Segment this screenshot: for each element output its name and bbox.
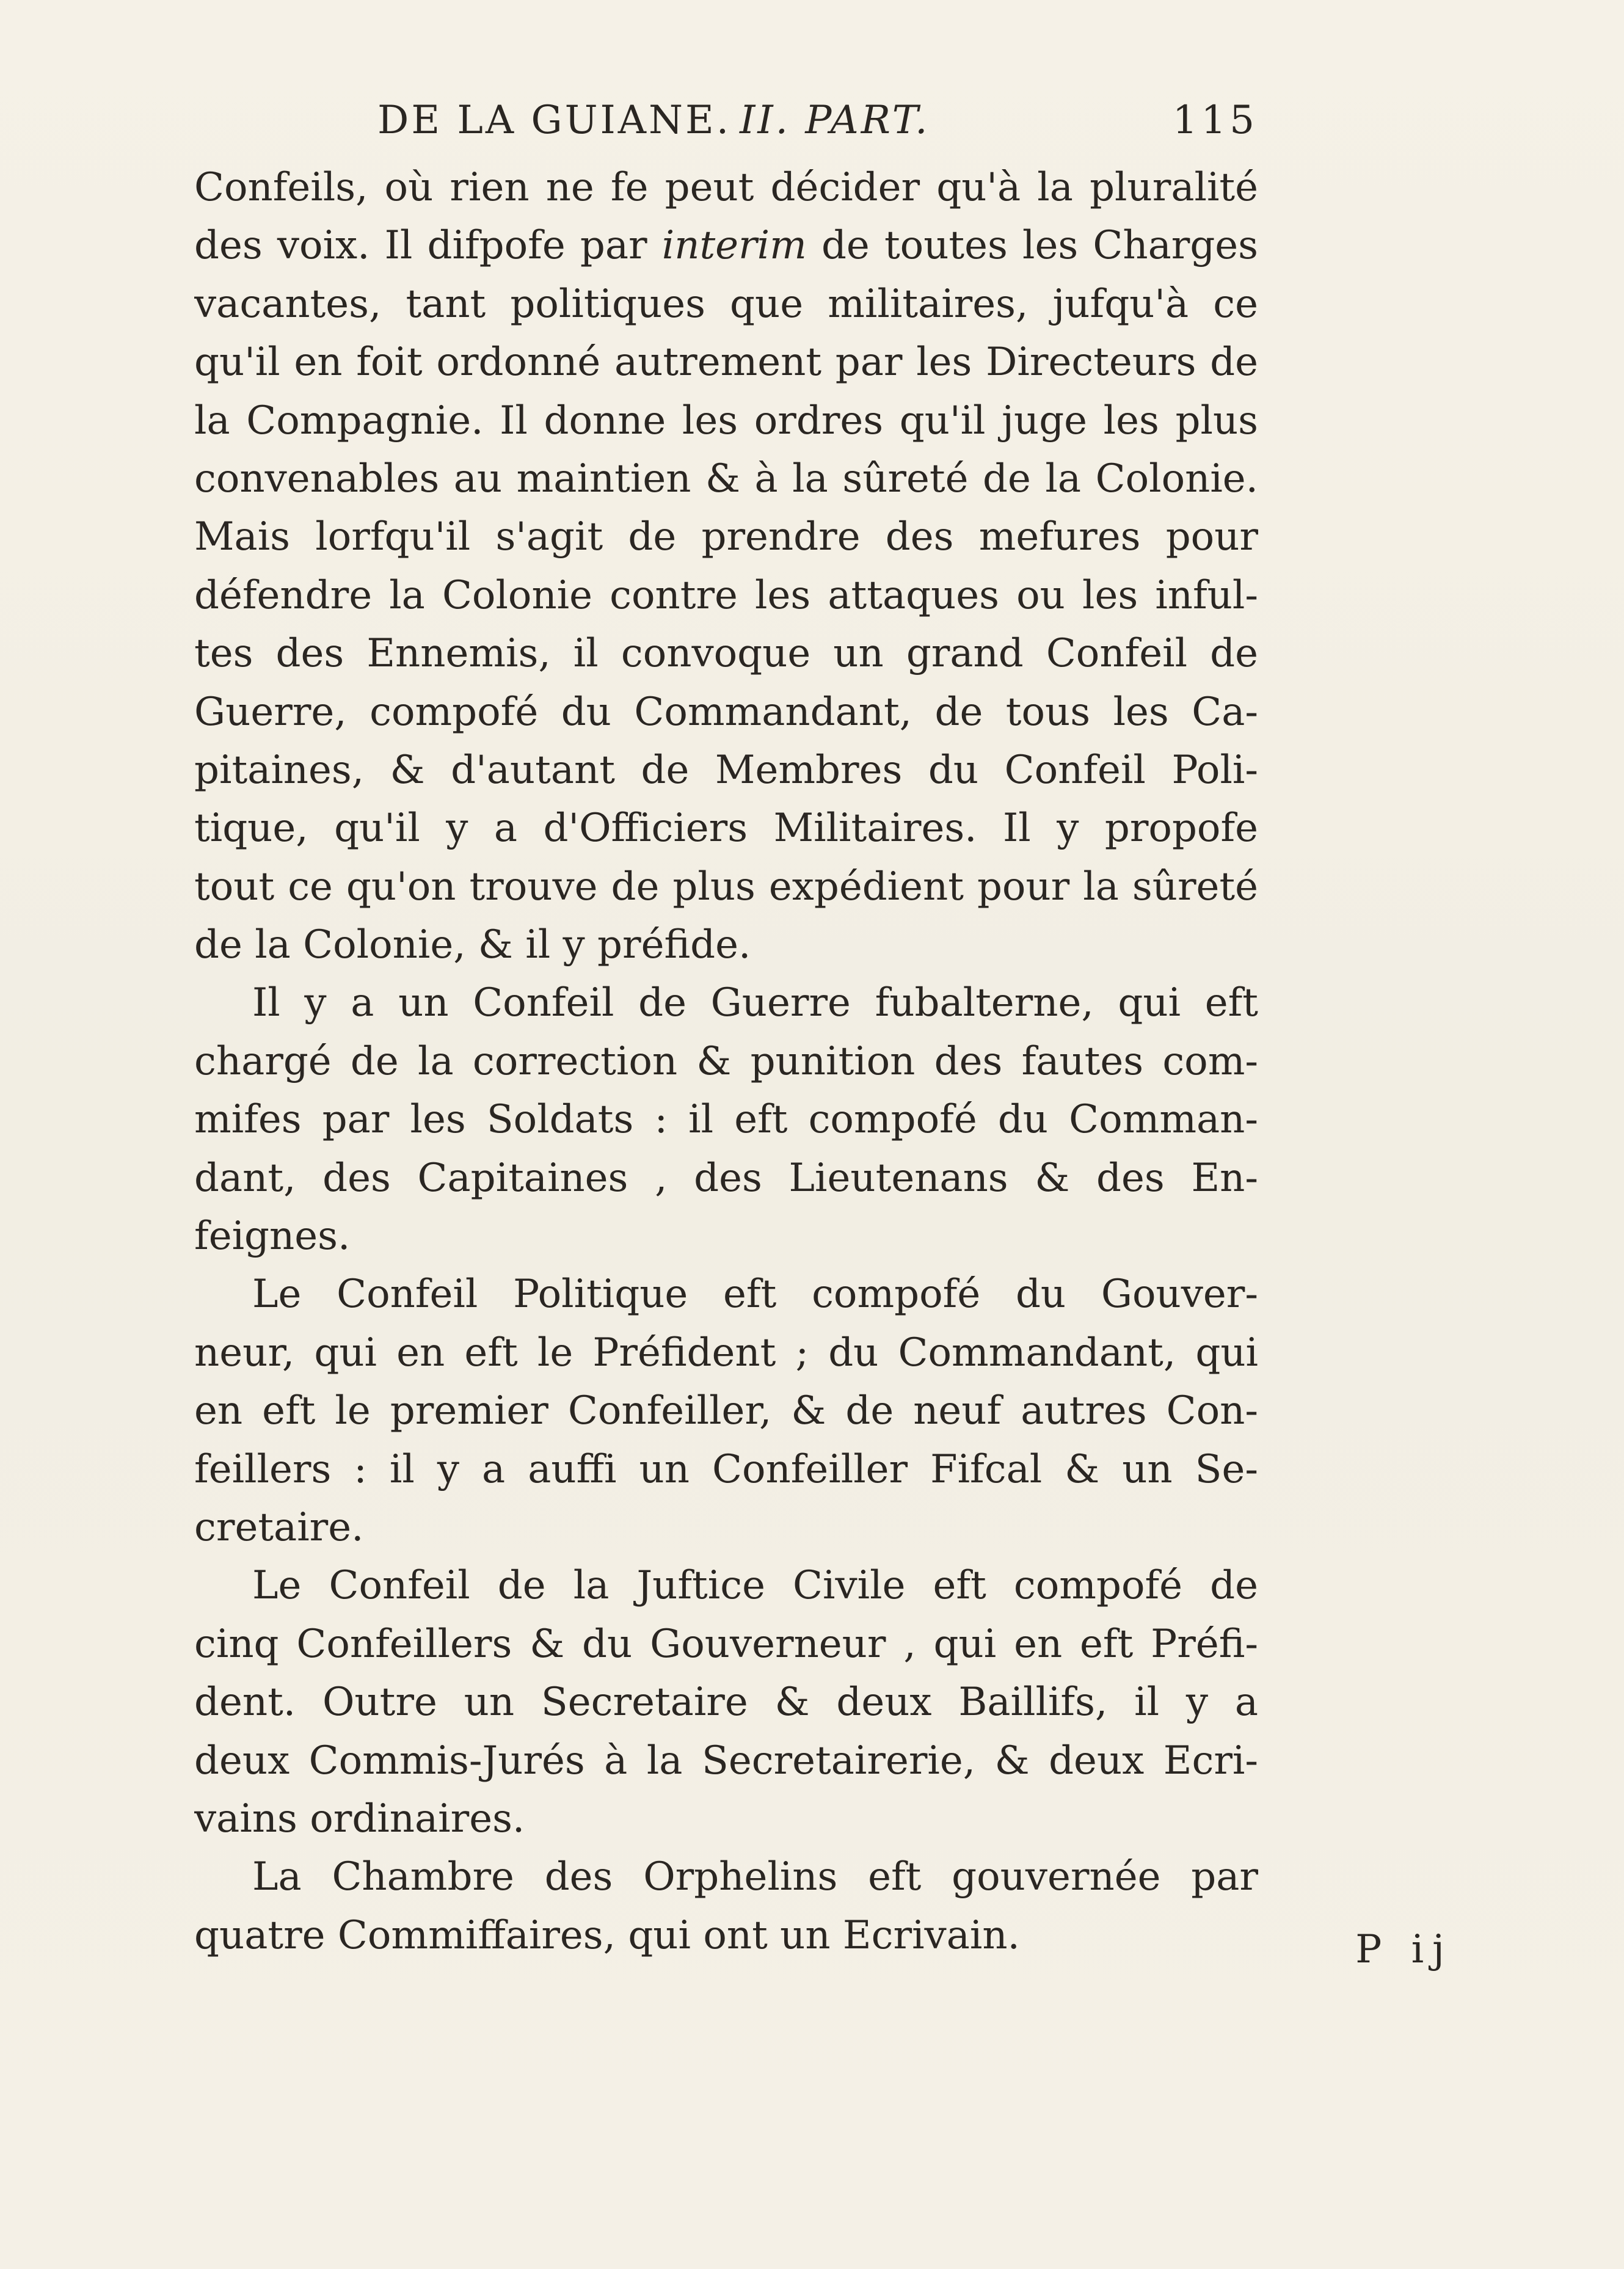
text-line: Le Confeil de la Juftice Civile eft compofé de bbox=[252, 1563, 1258, 1609]
text-line: feillers : il y a auffi un Confeiller Fifcal & un Se- bbox=[194, 1446, 1258, 1492]
text-line: Mais lorfqu'il s'agit de prendre des mefures pour bbox=[194, 514, 1258, 560]
running-title-text: DE LA GUIANE. bbox=[377, 98, 732, 143]
running-header bbox=[194, 92, 1258, 159]
text-line: quatre Commiffaires, qui ont un Ecrivain. bbox=[194, 1912, 1020, 1958]
text-line-end: de toutes les Charges bbox=[806, 223, 1258, 269]
text-line: la Compagnie. Il donne les ordres qu'il juge les plus bbox=[194, 398, 1258, 443]
italic-term: interim bbox=[661, 223, 807, 269]
text-line: dent. Outre un Secretaire & deux Baillifs, il y a bbox=[194, 1680, 1258, 1725]
text-line: qu'il en foit ordonné autrement par les Directeurs de bbox=[194, 340, 1258, 385]
text-line: de la Colonie, & il y préfide. bbox=[194, 922, 751, 968]
text-line-start: des voix. Il difpofe par bbox=[194, 223, 662, 269]
text-line: Il y a un Confeil de Guerre fubalterne, qui eft bbox=[252, 980, 1258, 1026]
signature-mark: P ij bbox=[1355, 1927, 1453, 1972]
text-line: pitaines, & d'autant de Membres du Confeil Poli- bbox=[194, 747, 1258, 793]
text-line: mifes par les Soldats : il eft compofé du Comman- bbox=[194, 1097, 1258, 1143]
text-line: deux Commis-Jurés à la Secretairerie, & deux Ecri- bbox=[194, 1738, 1258, 1783]
text-line: vains ordinaires. bbox=[194, 1796, 525, 1841]
text-line: Le Confeil Politique eft compofé du Gouver- bbox=[252, 1272, 1258, 1317]
text-line: dant, des Capitaines , des Lieutenans & des En- bbox=[194, 1155, 1258, 1201]
text-line: cinq Confeillers & du Gouverneur , qui en eft Préfi- bbox=[194, 1621, 1258, 1667]
text-line: vacantes, tant politiques que militaires, jufqu'à ce bbox=[194, 281, 1258, 327]
text-line: chargé de la correction & punition des fautes com- bbox=[194, 1038, 1258, 1084]
running-title bbox=[377, 98, 930, 143]
text-line: cretaire. bbox=[194, 1504, 364, 1550]
page-text-block bbox=[194, 92, 1258, 1965]
text-line: La Chambre des Orphelins eft gouvernée par bbox=[252, 1854, 1258, 1900]
body-text bbox=[194, 159, 1258, 1965]
text-line: Confeils, où rien ne fe peut décider qu'à la pluralité bbox=[194, 165, 1258, 210]
text-line: tique, qu'il y a d'Officiers Militaires. Il y propofe bbox=[194, 806, 1258, 851]
text-line: tout ce qu'on trouve de plus expédient pour la sûreté bbox=[194, 864, 1258, 909]
text-line: défendre la Colonie contre les attaques ou les inful- bbox=[194, 572, 1258, 618]
text-line: convenables au maintien & à la sûreté de la Colonie. bbox=[194, 456, 1258, 501]
text-line: en eft le premier Confeiller, & de neuf autres Con- bbox=[194, 1388, 1258, 1434]
text-line: Guerre, compofé du Commandant, de tous les Ca- bbox=[194, 689, 1258, 735]
text-line: tes des Ennemis, il convoque un grand Confeil de bbox=[194, 631, 1258, 677]
text-line: feignes. bbox=[194, 1214, 351, 1259]
text-line bbox=[194, 217, 1258, 275]
text-line: neur, qui en eft le Préfident ; du Commandant, qui bbox=[194, 1330, 1258, 1375]
page-number: 115 bbox=[1172, 98, 1258, 143]
part-label: II. PART. bbox=[740, 98, 930, 143]
